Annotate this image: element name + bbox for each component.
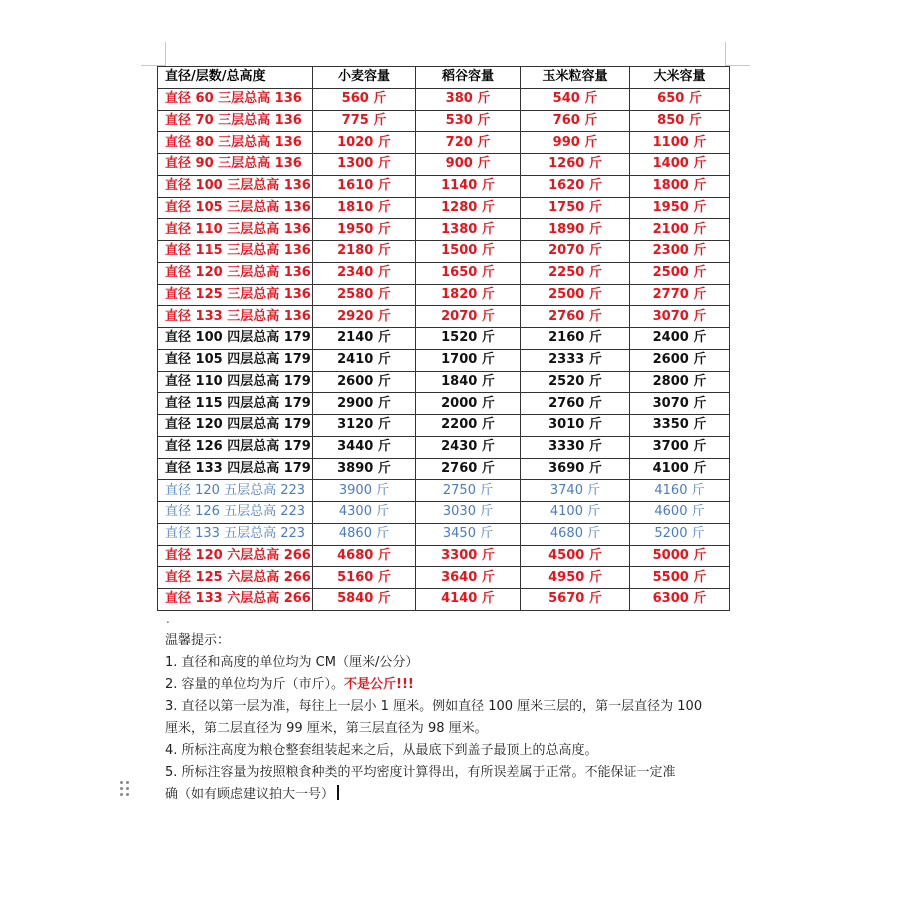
capacity-cell[interactable]: 2340 斤 xyxy=(313,262,416,284)
capacity-cell[interactable]: 1750 斤 xyxy=(521,197,630,219)
spec-cell[interactable]: 直径 126 五层总高 223 xyxy=(158,502,313,524)
margin-corner-mark xyxy=(165,42,166,66)
capacity-cell[interactable]: 1950 斤 xyxy=(313,219,416,241)
text-cursor xyxy=(337,785,339,800)
tip-item-1[interactable]: 1. 直径和高度的单位均为 CM（厘米/公分） xyxy=(165,655,419,670)
table-row xyxy=(158,415,730,437)
spec-cell[interactable]: 直径 115 四层总高 179 xyxy=(158,393,313,415)
tip-item-4[interactable]: 4. 所标注高度为粮仓整套组装起来之后，从最底下到盖子最顶上的总高度。 xyxy=(165,743,598,758)
capacity-cell[interactable]: 1520 斤 xyxy=(416,328,521,350)
capacity-cell[interactable]: 2600 斤 xyxy=(313,371,416,393)
capacity-cell[interactable]: 2070 斤 xyxy=(416,306,521,328)
spec-cell[interactable]: 直径 125 三层总高 136 xyxy=(158,284,313,306)
capacity-cell[interactable]: 2400 斤 xyxy=(630,328,730,350)
capacity-cell[interactable]: 2580 斤 xyxy=(313,284,416,306)
capacity-cell[interactable]: 530 斤 xyxy=(416,110,521,132)
header-cell[interactable]: 稻谷容量 xyxy=(416,67,521,89)
capacity-cell[interactable]: 3350 斤 xyxy=(630,415,730,437)
capacity-cell[interactable]: 2100 斤 xyxy=(630,219,730,241)
spec-cell[interactable]: 直径 120 五层总高 223 xyxy=(158,480,313,502)
table-row xyxy=(158,132,730,154)
capacity-cell[interactable]: 2520 斤 xyxy=(521,371,630,393)
spec-cell[interactable]: 直径 105 三层总高 136 xyxy=(158,197,313,219)
table-row xyxy=(158,349,730,371)
spec-cell[interactable]: 直径 126 四层总高 179 xyxy=(158,436,313,458)
table-row xyxy=(158,480,730,502)
capacity-cell[interactable]: 3740 斤 xyxy=(521,480,630,502)
capacity-cell[interactable]: 2410 斤 xyxy=(313,349,416,371)
capacity-cell[interactable]: 2250 斤 xyxy=(521,262,630,284)
spec-cell[interactable]: 直径 90 三层总高 136 xyxy=(158,154,313,176)
capacity-cell[interactable]: 4680 斤 xyxy=(521,523,630,545)
capacity-cell[interactable]: 2333 斤 xyxy=(521,349,630,371)
capacity-cell[interactable]: 3010 斤 xyxy=(521,415,630,437)
tip-item-5-line-2[interactable] xyxy=(165,784,730,806)
table-row xyxy=(158,567,730,589)
capacity-cell[interactable]: 1820 斤 xyxy=(416,284,521,306)
capacity-cell[interactable]: 3890 斤 xyxy=(313,458,416,480)
capacity-cell[interactable]: 1020 斤 xyxy=(313,132,416,154)
capacity-cell[interactable]: 4600 斤 xyxy=(630,502,730,524)
tip-warning: 不是公斤!!! xyxy=(344,677,414,692)
table-row xyxy=(158,523,730,545)
capacity-cell[interactable]: 1400 斤 xyxy=(630,154,730,176)
spec-cell[interactable]: 直径 105 四层总高 179 xyxy=(158,349,313,371)
capacity-cell[interactable]: 2800 斤 xyxy=(630,371,730,393)
capacity-cell[interactable]: 2200 斤 xyxy=(416,415,521,437)
capacity-cell[interactable]: 380 斤 xyxy=(416,88,521,110)
capacity-cell[interactable]: 1140 斤 xyxy=(416,175,521,197)
capacity-cell[interactable]: 2750 斤 xyxy=(416,480,521,502)
capacity-cell[interactable]: 1700 斤 xyxy=(416,349,521,371)
table-row xyxy=(158,197,730,219)
spec-cell[interactable]: 直径 133 五层总高 223 xyxy=(158,523,313,545)
tip-item-5-line-1[interactable]: 5. 所标注容量为按照粮食种类的平均密度计算得出，有所误差属于正常。不能保证一定准 xyxy=(165,765,676,780)
capacity-cell[interactable]: 3070 斤 xyxy=(630,393,730,415)
header-cell[interactable]: 直径/层数/总高度 xyxy=(158,67,313,89)
header-cell[interactable]: 大米容量 xyxy=(630,67,730,89)
capacity-cell[interactable]: 560 斤 xyxy=(313,88,416,110)
capacity-cell[interactable]: 990 斤 xyxy=(521,132,630,154)
spec-cell[interactable]: 直径 120 三层总高 136 xyxy=(158,262,313,284)
capacity-cell[interactable]: 4100 斤 xyxy=(630,458,730,480)
table-row xyxy=(158,154,730,176)
capacity-cell[interactable]: 5840 斤 xyxy=(313,589,416,611)
capacity-cell[interactable]: 2070 斤 xyxy=(521,241,630,263)
capacity-cell[interactable]: 2760 斤 xyxy=(521,393,630,415)
tip-item-2-text: 2. 容量的单位均为斤（市斤）。 xyxy=(165,677,345,692)
table-header-row xyxy=(158,67,730,89)
capacity-cell[interactable]: 1810 斤 xyxy=(313,197,416,219)
spec-cell[interactable]: 直径 110 四层总高 179 xyxy=(158,371,313,393)
tip-item-5-text: 确（如有顾虑建议拍大一号） xyxy=(165,787,335,802)
tip-item-3-line-2[interactable]: 厘米，第二层直径为 99 厘米，第三层直径为 98 厘米。 xyxy=(165,721,488,736)
capacity-cell[interactable]: 4100 斤 xyxy=(521,502,630,524)
capacity-cell[interactable]: 650 斤 xyxy=(630,88,730,110)
tip-item-2[interactable] xyxy=(165,674,730,696)
capacity-cell[interactable]: 775 斤 xyxy=(313,110,416,132)
capacity-cell[interactable]: 3450 斤 xyxy=(416,523,521,545)
capacity-cell[interactable]: 2500 斤 xyxy=(630,262,730,284)
capacity-cell[interactable]: 1260 斤 xyxy=(521,154,630,176)
table-row xyxy=(158,175,730,197)
capacity-cell[interactable]: 540 斤 xyxy=(521,88,630,110)
capacity-cell[interactable]: 2000 斤 xyxy=(416,393,521,415)
spec-cell[interactable]: 直径 100 三层总高 136 xyxy=(158,175,313,197)
capacity-cell[interactable]: 2140 斤 xyxy=(313,328,416,350)
capacity-cell[interactable]: 4500 斤 xyxy=(521,545,630,567)
spec-cell[interactable]: 直径 115 三层总高 136 xyxy=(158,241,313,263)
spec-cell[interactable]: 直径 100 四层总高 179 xyxy=(158,328,313,350)
capacity-cell[interactable]: 1280 斤 xyxy=(416,197,521,219)
capacity-cell[interactable]: 6300 斤 xyxy=(630,589,730,611)
spec-cell[interactable]: 直径 133 三层总高 136 xyxy=(158,306,313,328)
capacity-cell[interactable]: 3640 斤 xyxy=(416,567,521,589)
spec-cell[interactable]: 直径 70 三层总高 136 xyxy=(158,110,313,132)
capacity-cell[interactable]: 1800 斤 xyxy=(630,175,730,197)
tips-title[interactable]: 温馨提示： xyxy=(165,633,231,648)
spec-cell[interactable]: 直径 80 三层总高 136 xyxy=(158,132,313,154)
table-row xyxy=(158,88,730,110)
capacity-cell[interactable]: 2180 斤 xyxy=(313,241,416,263)
spec-cell[interactable]: 直径 60 三层总高 136 xyxy=(158,88,313,110)
tip-item-3-line-1[interactable]: 3. 直径以第一层为准，每往上一层小 1 厘米。例如直径 100 厘米三层的，第一层直径为 100 xyxy=(165,699,703,714)
capacity-cell[interactable]: 2300 斤 xyxy=(630,241,730,263)
capacity-cell[interactable]: 1650 斤 xyxy=(416,262,521,284)
capacity-cell[interactable]: 5670 斤 xyxy=(521,589,630,611)
margin-corner-mark xyxy=(725,42,726,66)
table-row xyxy=(158,306,730,328)
capacity-cell[interactable]: 3700 斤 xyxy=(630,436,730,458)
capacity-cell[interactable]: 1950 斤 xyxy=(630,197,730,219)
capacity-cell[interactable]: 1500 斤 xyxy=(416,241,521,263)
tips-section xyxy=(165,630,730,806)
capacity-cell[interactable]: 2600 斤 xyxy=(630,349,730,371)
drag-handle-icon[interactable] xyxy=(119,780,131,798)
capacity-cell[interactable]: 1610 斤 xyxy=(313,175,416,197)
capacity-cell[interactable]: 3440 斤 xyxy=(313,436,416,458)
capacity-cell[interactable]: 1840 斤 xyxy=(416,371,521,393)
capacity-cell[interactable]: 3690 斤 xyxy=(521,458,630,480)
capacity-cell[interactable]: 4680 斤 xyxy=(313,545,416,567)
capacity-cell[interactable]: 850 斤 xyxy=(630,110,730,132)
capacity-cell[interactable]: 5000 斤 xyxy=(630,545,730,567)
spec-cell[interactable]: 直径 120 六层总高 266 xyxy=(158,545,313,567)
table-row xyxy=(158,219,730,241)
capacity-cell[interactable]: 2770 斤 xyxy=(630,284,730,306)
table-row xyxy=(158,284,730,306)
capacity-cell[interactable]: 3900 斤 xyxy=(313,480,416,502)
table-row xyxy=(158,393,730,415)
spec-cell[interactable]: 直径 133 六层总高 266 xyxy=(158,589,313,611)
capacity-cell[interactable]: 2920 斤 xyxy=(313,306,416,328)
capacity-cell[interactable]: 1380 斤 xyxy=(416,219,521,241)
header-cell[interactable]: 玉米粒容量 xyxy=(521,67,630,89)
table-row xyxy=(158,371,730,393)
spec-cell[interactable]: 直径 120 四层总高 179 xyxy=(158,415,313,437)
capacity-cell[interactable]: 1300 斤 xyxy=(313,154,416,176)
table-row xyxy=(158,262,730,284)
capacity-cell[interactable]: 3300 斤 xyxy=(416,545,521,567)
spec-cell[interactable]: 直径 125 六层总高 266 xyxy=(158,567,313,589)
table-row xyxy=(158,458,730,480)
capacity-cell[interactable]: 720 斤 xyxy=(416,132,521,154)
separator-dot: . xyxy=(166,612,170,626)
capacity-cell[interactable]: 2430 斤 xyxy=(416,436,521,458)
capacity-cell[interactable]: 5160 斤 xyxy=(313,567,416,589)
capacity-cell[interactable]: 4140 斤 xyxy=(416,589,521,611)
table-row xyxy=(158,328,730,350)
capacity-cell[interactable]: 4860 斤 xyxy=(313,523,416,545)
capacity-cell[interactable]: 900 斤 xyxy=(416,154,521,176)
table-row xyxy=(158,436,730,458)
table-row xyxy=(158,589,730,611)
table-row xyxy=(158,545,730,567)
capacity-table xyxy=(157,66,730,611)
capacity-cell[interactable]: 1620 斤 xyxy=(521,175,630,197)
capacity-cell[interactable]: 3070 斤 xyxy=(630,306,730,328)
capacity-cell[interactable]: 5200 斤 xyxy=(630,523,730,545)
capacity-cell[interactable]: 3330 斤 xyxy=(521,436,630,458)
capacity-cell[interactable]: 3120 斤 xyxy=(313,415,416,437)
header-cell[interactable]: 小麦容量 xyxy=(313,67,416,89)
table-row xyxy=(158,110,730,132)
capacity-cell[interactable]: 2900 斤 xyxy=(313,393,416,415)
capacity-cell[interactable]: 760 斤 xyxy=(521,110,630,132)
capacity-cell[interactable]: 2760 斤 xyxy=(521,306,630,328)
capacity-cell[interactable]: 4160 斤 xyxy=(630,480,730,502)
capacity-cell[interactable]: 1100 斤 xyxy=(630,132,730,154)
capacity-cell[interactable]: 3030 斤 xyxy=(416,502,521,524)
capacity-cell[interactable]: 4300 斤 xyxy=(313,502,416,524)
capacity-cell[interactable]: 1890 斤 xyxy=(521,219,630,241)
table-row xyxy=(158,502,730,524)
table-row xyxy=(158,241,730,263)
capacity-cell[interactable]: 5500 斤 xyxy=(630,567,730,589)
spec-cell[interactable]: 直径 110 三层总高 136 xyxy=(158,219,313,241)
capacity-cell[interactable]: 2160 斤 xyxy=(521,328,630,350)
spec-cell[interactable]: 直径 133 四层总高 179 xyxy=(158,458,313,480)
capacity-cell[interactable]: 2500 斤 xyxy=(521,284,630,306)
capacity-cell[interactable]: 4950 斤 xyxy=(521,567,630,589)
capacity-cell[interactable]: 2760 斤 xyxy=(416,458,521,480)
